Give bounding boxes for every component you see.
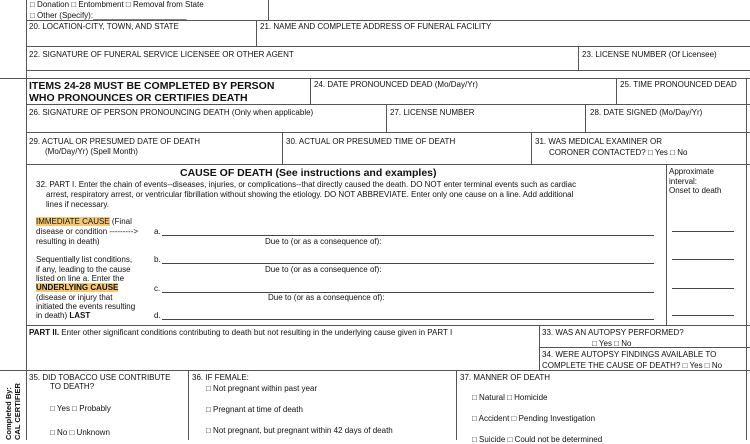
line-d-label: d.	[154, 311, 161, 320]
row-29-divider-b	[531, 132, 532, 164]
items-heading-line1: ITEMS 24-28 MUST BE COMPLETED BY PERSON	[29, 80, 275, 92]
field-28-label: 28. DATE SIGNED (Mo/Day/Yr)	[590, 108, 703, 117]
disposition-options-line2[interactable]: □ Other (Specify):_____________________	[30, 11, 187, 20]
line-a-input[interactable]	[162, 235, 654, 236]
field-26-label: 26. SIGNATURE OF PERSON PRONOUNCING DEATH (Only when applicable)	[29, 108, 314, 117]
underlying-desc-2: initiated the events resulting	[36, 302, 136, 311]
row-35-divider-a	[188, 370, 189, 440]
field-24-label: 24. DATE PRONOUNCED DEAD (Mo/Day/Yr)	[314, 80, 478, 89]
field-25-label: 25. TIME PRONOUNCED DEAD	[620, 80, 737, 89]
part1-instructions-3: lines if necessary.	[46, 200, 109, 209]
row-20-top	[26, 20, 750, 21]
cod-top	[26, 164, 750, 165]
interval-b-input[interactable]	[672, 259, 734, 260]
line-c-input[interactable]	[162, 292, 654, 293]
due-to-c: Due to (or as a consequence of):	[268, 293, 385, 302]
part2-top	[26, 325, 750, 326]
cod-title: CAUSE OF DEATH (See instructions and examples)	[180, 167, 437, 179]
interval-label-3: Onset to death	[669, 186, 722, 195]
sequential-desc-3: listed on line a. Enter the	[36, 274, 125, 283]
interval-c-input[interactable]	[672, 288, 734, 289]
interval-d-input[interactable]	[672, 315, 734, 316]
line-a-label: a.	[154, 227, 161, 236]
row-26-top	[26, 104, 750, 105]
underlying-cause-label: UNDERLYING CAUSE	[36, 283, 119, 292]
field-34-label: 34. WERE AUTOPSY FINDINGS AVAILABLE TO	[542, 350, 717, 359]
interval-label-2: interval:	[669, 177, 698, 186]
immediate-cause-label	[36, 217, 132, 226]
field-36-option-3[interactable]: □ Not pregnant, but pregnant within 42 days of death	[206, 426, 393, 435]
underlying-desc-1: (disease or injury that	[36, 293, 113, 302]
field-35-sublabel: TO DEATH?	[50, 382, 95, 391]
row-29-divider-a	[282, 132, 283, 164]
field-29-label: 29. ACTUAL OR PRESUMED DATE OF DEATH	[29, 137, 200, 146]
field-37-option-1[interactable]: □ Natural □ Homicide	[472, 393, 548, 402]
line-c-label: c.	[154, 284, 161, 293]
immediate-final-text: (Final	[109, 217, 132, 226]
row-24-divider-a	[310, 78, 311, 104]
field-31-options[interactable]: CORONER CONTACTED? □ Yes □ No	[549, 148, 688, 157]
field-23-label: 23. LICENSE NUMBER (Of Licensee)	[582, 50, 717, 59]
field-33-options[interactable]: □ Yes □ No	[592, 339, 632, 348]
section-top-line	[0, 78, 750, 79]
interval-column-line	[666, 164, 667, 325]
part1-instructions-1: 32. PART I. Enter the chain of events--diseases, injuries, or complications--that directly caused the death. DO NOT enter terminal events such as cardiac	[36, 180, 577, 189]
due-to-a: Due to (or as a consequence of):	[265, 237, 382, 246]
line-d-input[interactable]	[162, 319, 654, 320]
field-22-label: 22. SIGNATURE OF FUNERAL SERVICE LICENSEE OR OTHER AGENT	[29, 50, 294, 59]
field-31-label: 31. WAS MEDICAL EXAMINER OR	[535, 137, 662, 146]
field-35-option-1[interactable]: □ Yes □ Probably	[50, 404, 111, 413]
sidebar-label-2: CAL CERTIFIER	[13, 383, 22, 440]
row-35-top	[0, 370, 750, 371]
sequential-desc-1: Sequentially list conditions,	[36, 255, 133, 264]
row-26-divider-b	[585, 104, 586, 132]
row-24-divider-b	[616, 78, 617, 104]
part1-instructions-2: arrest, respiratory arrest, or ventricular fibrillation without showing the etiology. DO NOT ABBREVIATE. Enter only one cause on a line. Add additional	[46, 190, 574, 199]
field-36-label: 36. IF FEMALE:	[192, 373, 249, 382]
part2-label-row	[29, 328, 452, 337]
disposition-options-line1[interactable]: □ Donation □ Entombment □ Removal from State	[30, 0, 204, 9]
due-to-b: Due to (or as a consequence of):	[265, 265, 382, 274]
immediate-cause-desc-2: resulting in death)	[36, 237, 100, 246]
field-35-option-2[interactable]: □ No □ Unknown	[50, 428, 110, 437]
field-36-option-1[interactable]: □ Not pregnant within past year	[206, 384, 318, 393]
line-b-label: b.	[154, 255, 161, 264]
field-36-option-2[interactable]: □ Pregnant at time of death	[206, 405, 303, 414]
field-21-label: 21. NAME AND COMPLETE ADDRESS OF FUNERAL FACILITY	[260, 22, 492, 31]
field-37-label: 37. MANNER OF DEATH	[460, 373, 551, 382]
field-29-sublabel: (Mo/Day/Yr) (Spell Month)	[45, 147, 138, 156]
interval-a-input[interactable]	[672, 231, 734, 232]
row-22-top	[26, 46, 750, 47]
f34-top	[539, 347, 750, 348]
field-33-label: 33. WAS AN AUTOPSY PERFORMED?	[542, 328, 684, 337]
left-margin-line	[26, 0, 27, 440]
field-37-option-2[interactable]: □ Accident □ Pending Investigation	[472, 414, 596, 423]
row-22-divider	[578, 46, 579, 70]
row-26-divider-a	[386, 104, 387, 132]
underlying-desc-3	[36, 311, 90, 320]
top-box-right-line	[268, 0, 269, 20]
immediate-cause-highlight: IMMEDIATE CAUSE	[36, 217, 110, 226]
field-34-options[interactable]: COMPLETE THE CAUSE OF DEATH? □ Yes □ No	[542, 361, 723, 370]
field-35-label: 35. DID TOBACCO USE CONTRIBUTE	[29, 373, 171, 382]
part2-text: Enter other significant conditions contributing to death but not resulting in the underlying cause given in PART I	[59, 328, 453, 337]
sequential-desc-2: if any, leading to the cause	[36, 265, 131, 274]
field-30-label: 30. ACTUAL OR PRESUMED TIME OF DEATH	[286, 137, 456, 146]
field-20-label: 20. LOCATION-CITY, TOWN, AND STATE	[29, 22, 179, 31]
row-22-bottom	[26, 70, 750, 71]
row-29-top	[26, 132, 750, 133]
row-20-divider	[256, 20, 257, 46]
immediate-cause-desc-1: disease or condition --------->	[36, 227, 139, 236]
sidebar-label-1: Completed By:	[4, 387, 13, 440]
field-37-option-3[interactable]: □ Suicide □ Could not be determined	[472, 435, 603, 444]
part2-label: PART II.	[29, 328, 60, 337]
field-27-label: 27. LICENSE NUMBER	[390, 108, 475, 117]
underlying-last: LAST	[69, 311, 91, 320]
underlying-desc-text: in death)	[36, 311, 70, 320]
items-heading-line2: WHO PRONOUNCES OR CERTIFIES DEATH	[29, 92, 248, 104]
interval-label-1: Approximate	[669, 167, 714, 176]
row-35-divider-b	[456, 370, 457, 440]
line-b-input[interactable]	[162, 263, 654, 264]
